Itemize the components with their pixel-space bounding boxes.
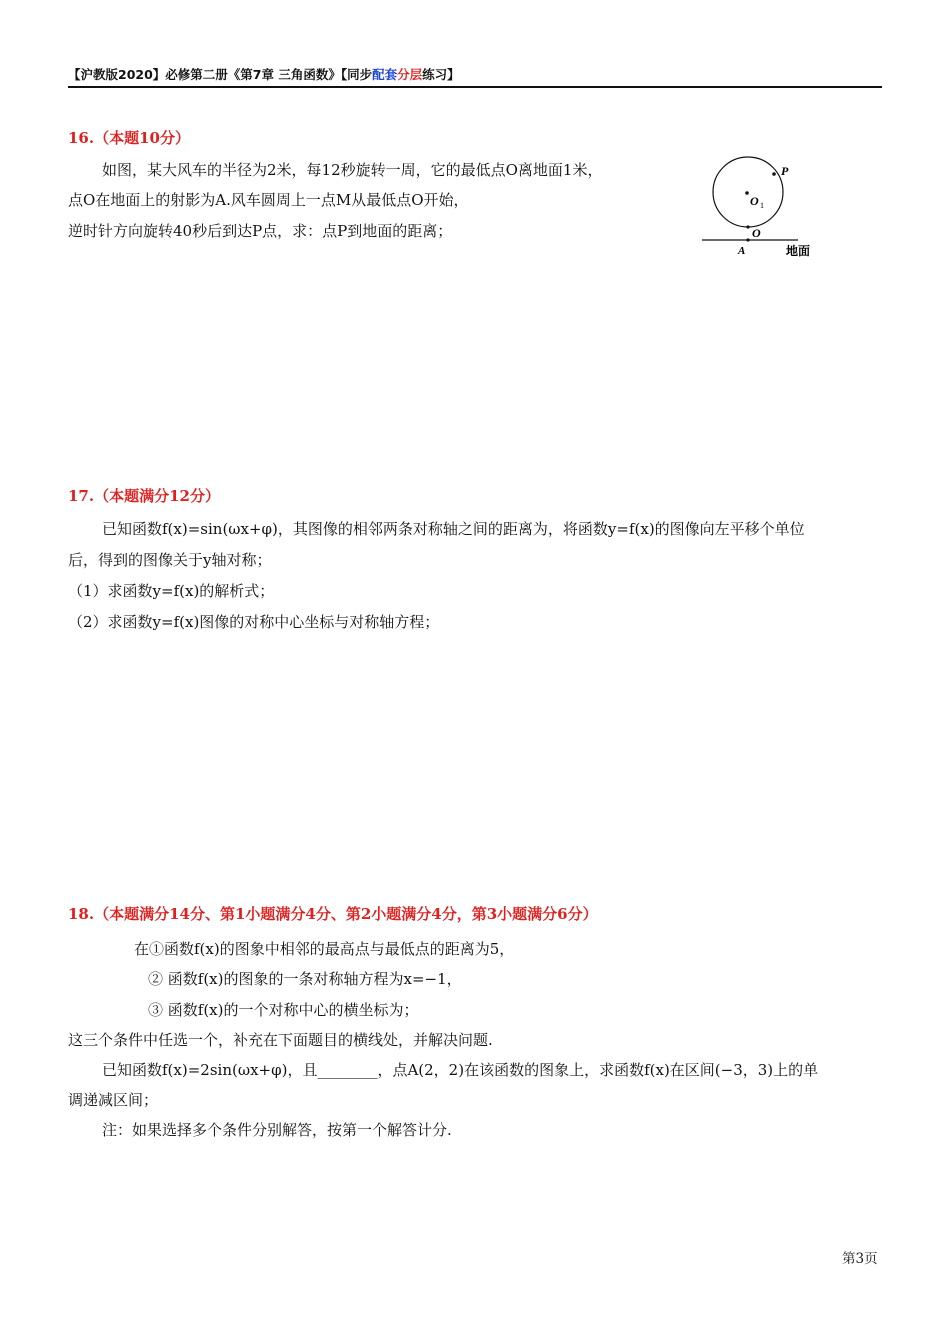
page-number: 第3页 xyxy=(842,1251,878,1267)
q18-title: 18.（本题满分14分、第1小题满分4分、第2小题满分4分，第3小题满分6分） xyxy=(68,905,598,923)
windmill-figure xyxy=(698,152,828,264)
label-a: A xyxy=(738,245,746,257)
q16-line3: 逆时针方向旋转40秒后到达P点，求：点P到地面的距离； xyxy=(68,222,453,240)
q18-line1: 在①函数f(x)的图象中相邻的最高点与最低点的距离为5， xyxy=(134,940,515,958)
label-ground: 地面 xyxy=(786,244,811,258)
label-o: O xyxy=(752,226,761,240)
header-red-text: 分层 xyxy=(397,67,423,82)
point-center xyxy=(745,191,749,195)
q17-line3: （1）求函数y=f(x)的解析式； xyxy=(68,582,275,600)
q17-title: 17.（本题满分12分） xyxy=(68,487,220,505)
q17-line1: 已知函数f(x)=sin(ωx+φ)，其图像的相邻两条对称轴之间的距离为，将函数y=f(x)的图像向左平移个单位 xyxy=(102,520,805,538)
q18-line7: 注：如果选择多个条件分别解答，按第一个解答计分. xyxy=(102,1121,452,1139)
point-p xyxy=(772,172,776,176)
header-suffix: 练习】 xyxy=(422,67,460,82)
q16-line1: 如图，某大风车的半径为2米，每12秒旋转一周，它的最低点O离地面1米， xyxy=(102,161,603,179)
q18-line5: 已知函数f(x)=2sin(ωx+φ)，且________，点A(2，2)在该函数的图象上，求函数f(x)在区间(−3，3)上的单 xyxy=(102,1061,819,1079)
q16-line2: 点O在地面上的射影为A.风车圆周上一点M从最低点O开始， xyxy=(68,191,469,209)
point-o xyxy=(746,225,749,228)
q16-title: 16.（本题10分） xyxy=(68,129,190,147)
q18-line6: 调递减区间； xyxy=(68,1091,159,1109)
q17-line2: 后，得到的图像关于y轴对称； xyxy=(68,551,272,569)
q18-line4: 这三个条件中任选一个，补充在下面题目的横线处，并解决问题. xyxy=(68,1031,493,1049)
label-p: P xyxy=(781,164,789,178)
q17-line4: （2）求函数y=f(x)图像的对称中心坐标与对称轴方程； xyxy=(68,613,440,631)
header-prefix: 【沪教版2020】必修第二册《第7章 三角函数》【同步 xyxy=(68,67,373,82)
q18-line2: ② 函数f(x)的图象的一条对称轴方程为x=−1， xyxy=(148,970,462,988)
header-blue-text: 配套 xyxy=(372,67,398,82)
q18-line3: ③ 函数f(x)的一个对称中心的横坐标为； xyxy=(148,1001,419,1019)
label-center-sub: 1 xyxy=(760,201,764,210)
label-center: O xyxy=(750,194,759,208)
page-header xyxy=(68,66,882,88)
point-a xyxy=(746,238,749,241)
